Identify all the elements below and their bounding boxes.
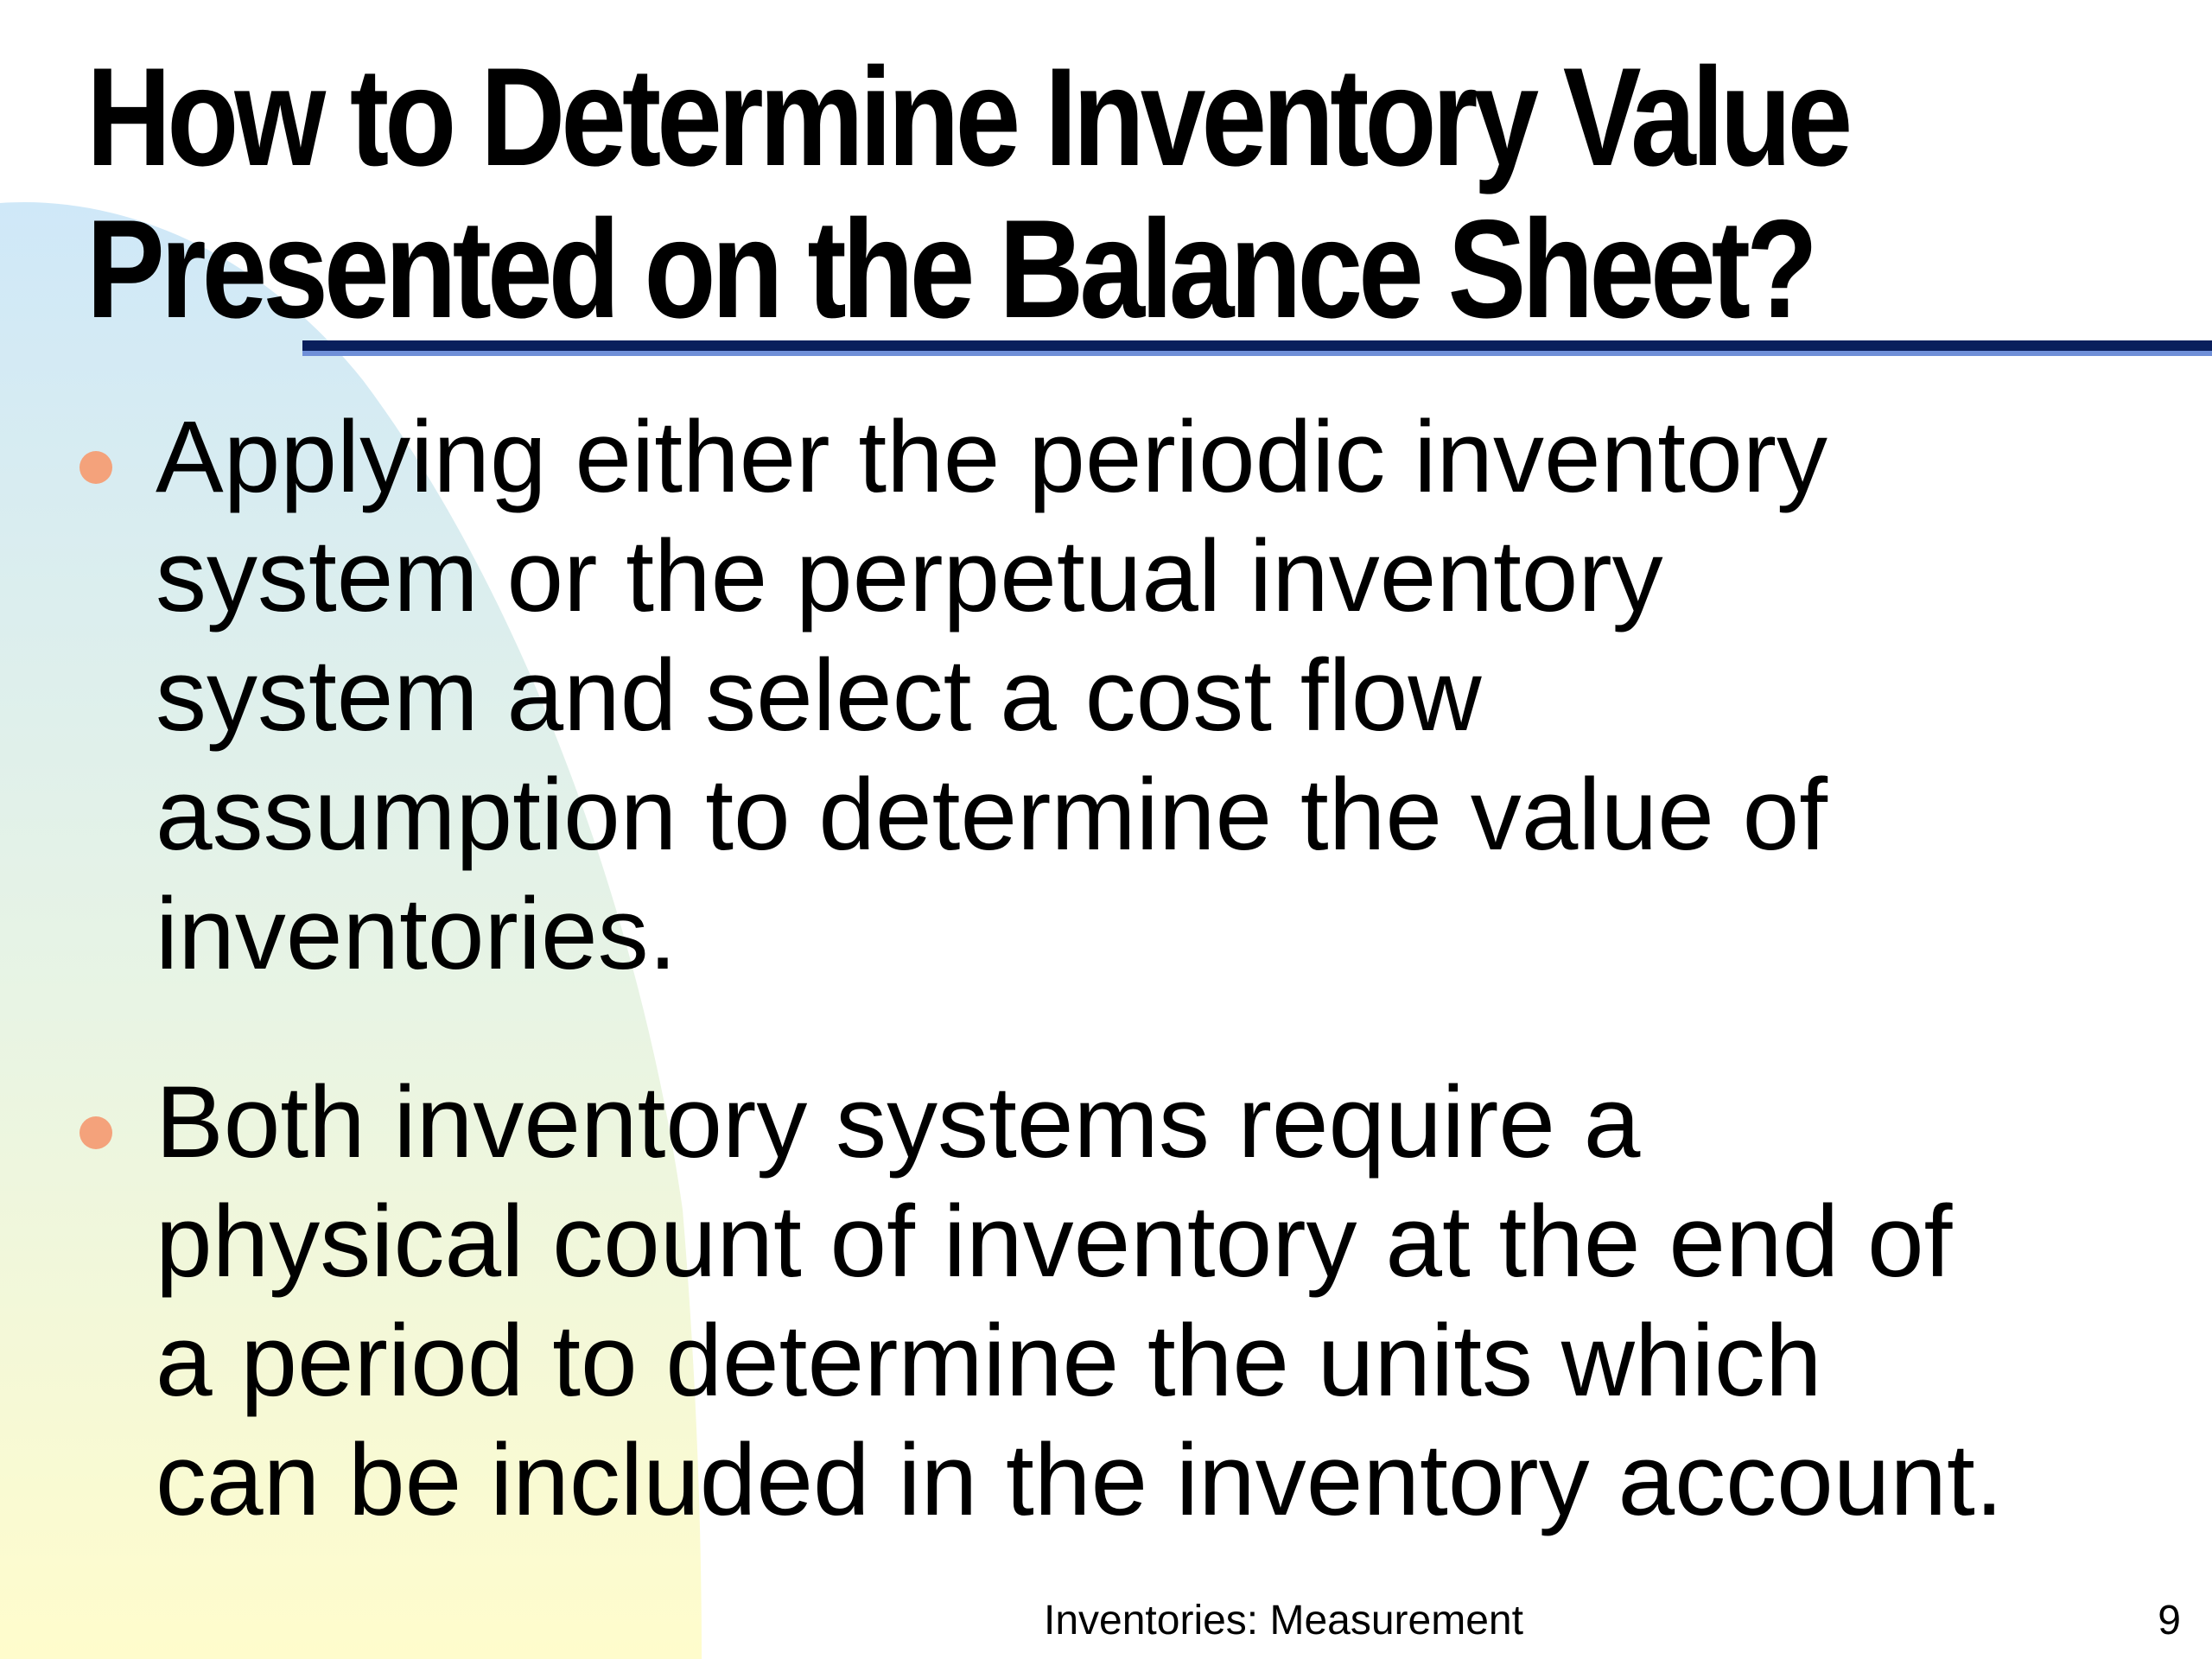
- bullet-line: Both inventory systems require a: [156, 1065, 1641, 1179]
- slide-title: [86, 39, 1849, 347]
- bullet-list: [0, 397, 2212, 1540]
- bullet-dot-icon: [79, 451, 112, 484]
- bullet-item-2: [0, 1063, 2177, 1540]
- title-line-1: How to Determine Inventory Value: [86, 39, 1849, 195]
- page-number: 9: [2158, 1598, 2181, 1643]
- bullet-line: assumption to determine the value of: [156, 758, 1828, 872]
- bullet-line: a period to determine the units which: [156, 1304, 1822, 1418]
- title-line-2: Presented on the Balance Sheet?: [86, 191, 1814, 347]
- footer-text: Inventories: Measurement: [1044, 1598, 1523, 1643]
- bullet-item-1: [0, 397, 2177, 994]
- bullet-line: Applying either the periodic inventory: [156, 400, 1828, 514]
- bullet-line: physical count of inventory at the end of: [156, 1185, 1953, 1299]
- bullet-line: inventories.: [156, 877, 677, 991]
- bullet-line: can be included in the inventory account.: [156, 1423, 2004, 1537]
- bullet-dot-icon: [79, 1116, 112, 1149]
- bullet-line: system or the perpetual inventory: [156, 519, 1663, 633]
- bullet-line: system and select a cost flow: [156, 639, 1482, 753]
